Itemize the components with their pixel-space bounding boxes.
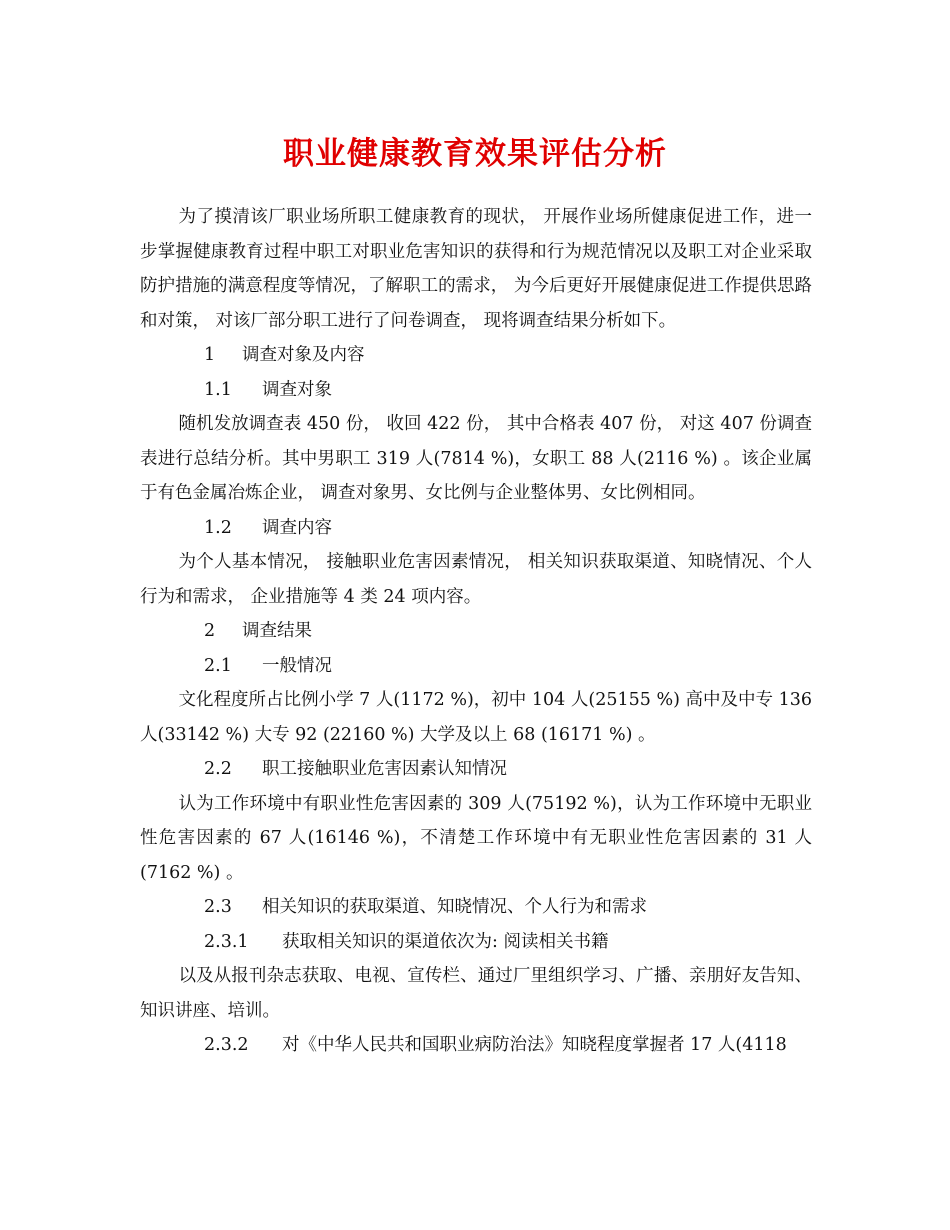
section-number: 2.3 [204, 897, 232, 917]
section-title: 调查对象 [262, 379, 332, 400]
section-1-1-paragraph: 随机发放调查表 450 份， 收回 422 份， 其中合格表 407 份， 对这 407 份调查表进行总结分析。其中男职工 319 人(7814 %)，女职工 88 人(2116 %) 。该企业属于有色金属冶炼企业， 调查对象男、女比例与企业整体男、女比例相同。 [140, 414, 812, 503]
section-heading-1 [140, 338, 812, 373]
section-number: 1.2 [204, 517, 232, 538]
document-title: 职业健康教育效果评估分析 [283, 136, 667, 172]
section-number: 2.1 [204, 655, 232, 676]
section-number: 1.1 [204, 379, 232, 400]
section-number: 2.2 [204, 759, 232, 779]
section-1-2-paragraph: 为个人基本情况， 接触职业危害因素情况， 相关知识获取渠道、知晓情况、个人行为和需求， 企业措施等 4 类 24 项内容。 [140, 552, 812, 607]
section-heading-2-2 [140, 752, 812, 787]
section-title: 对《中华人民共和国职业病防治法》知晓程度掌握者 17 人(4118 [282, 1035, 787, 1055]
intro-paragraph: 为了摸清该厂职业场所职工健康教育的现状， 开展作业场所健康促进工作，进一步掌握健康教育过程中职工对职业危害知识的获得和行为规范情况以及职工对企业采取防护措施的满意程度等情况，了解职工的需求， 为今后更好开展健康促进工作提供思路和对策， 对该厂部分职工进行了问卷调查， 现将调查结果分析如下。 [140, 207, 812, 331]
section-2-3-1-paragraph: 以及从报刊杂志获取、电视、宣传栏、通过厂里组织学习、广播、亲朋好友告知、知识讲座、培训。 [140, 966, 812, 1021]
section-number: 2 [204, 621, 216, 641]
section-number: 2.3.2 [204, 1035, 249, 1055]
section-title: 职工接触职业危害因素认知情况 [262, 759, 507, 779]
section-title: 相关知识的获取渠道、知晓情况、个人行为和需求 [262, 897, 647, 917]
section-number: 2.3.1 [204, 931, 249, 952]
section-heading-2-3-1 [140, 925, 812, 960]
section-heading-1-1 [140, 373, 812, 408]
section-heading-2-3 [140, 890, 812, 925]
section-heading-2-1 [140, 649, 812, 684]
section-heading-2 [140, 614, 812, 649]
section-title: 获取相关知识的渠道依次为: 阅读相关书籍 [282, 931, 609, 952]
section-title: 调查对象及内容 [242, 345, 365, 365]
section-title: 调查内容 [262, 517, 332, 538]
document-body [140, 200, 812, 1063]
section-title: 调查结果 [242, 621, 312, 641]
section-title: 一般情况 [262, 655, 332, 676]
section-number: 1 [204, 345, 216, 365]
section-2-1-paragraph: 文化程度所占比例小学 7 人(1172 %)，初中 104 人(25155 %) 高中及中专 136 人(33142 %) 大专 92 (22160 %) 大学及以上 68 (16171 %) 。 [140, 690, 812, 745]
section-heading-2-3-2 [140, 1028, 812, 1063]
section-heading-1-2 [140, 511, 812, 546]
section-2-2-paragraph: 认为工作环境中有职业性危害因素的 309 人(75192 %)，认为工作环境中无职业性危害因素的 67 人(16146 %)，不清楚工作环境中有无职业性危害因素的 31 人(7162 %) 。 [140, 793, 812, 883]
